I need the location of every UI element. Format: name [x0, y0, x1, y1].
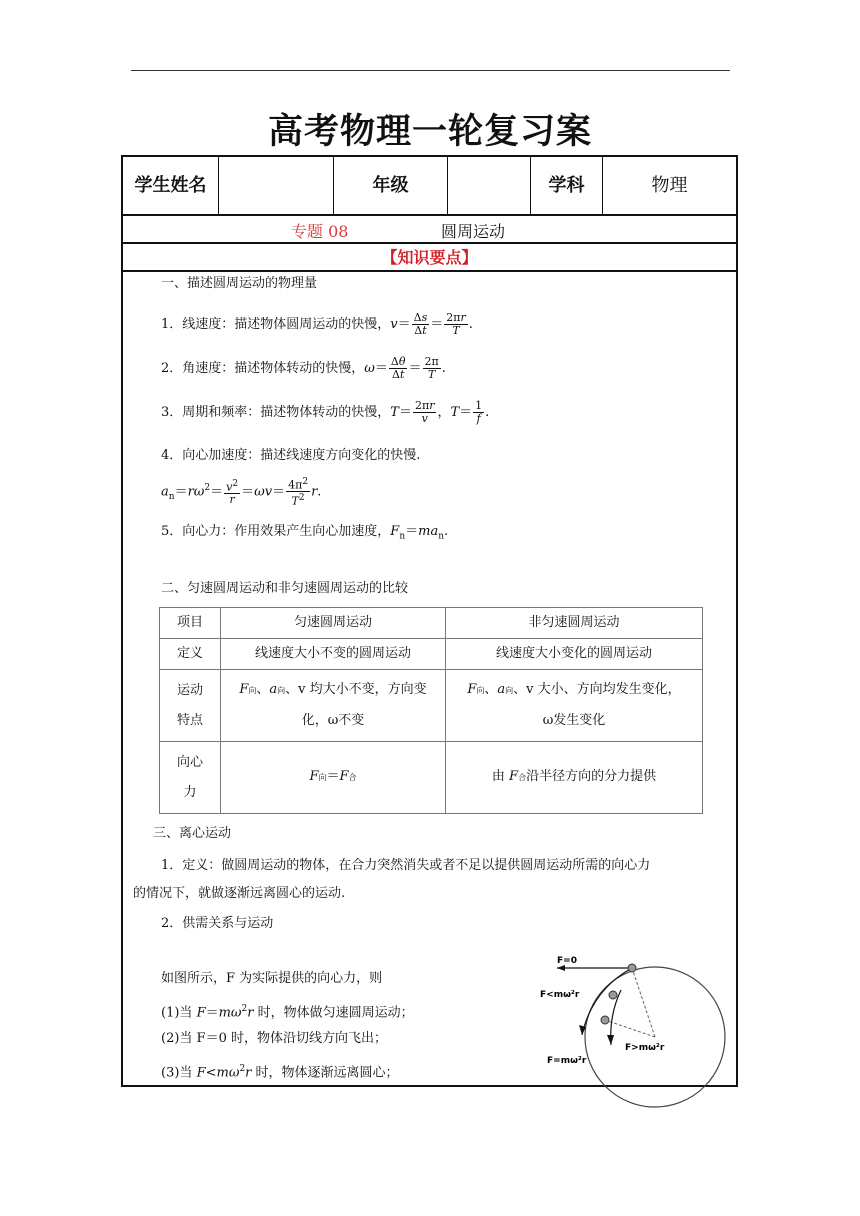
particle	[601, 1016, 609, 1024]
topic-row	[123, 216, 736, 243]
table-cell: F向、a向、v 均大小不变，方向变 化，ω不变	[221, 670, 446, 742]
centrifugal-motion-diagram	[537, 945, 737, 1115]
table-cell: 线速度大小变化的圆周运动	[446, 639, 703, 670]
table-cell: 运动 特点	[160, 670, 221, 742]
divider	[218, 157, 219, 214]
table-cell: 向心 力	[160, 742, 221, 814]
label-f-more: F>mω²r	[625, 1043, 665, 1053]
table-header: 匀速圆周运动	[221, 608, 446, 639]
radius-line	[632, 968, 655, 1037]
table-row	[160, 670, 703, 742]
particle	[609, 991, 617, 999]
radius-line	[605, 1020, 655, 1037]
knowledge-points-heading: 【知识要点】	[381, 248, 478, 267]
table-header: 项目	[160, 608, 221, 639]
case-1: (1)当 $F=m\omega^2r$ 时，物体做匀速圆周运动；	[161, 1004, 414, 1021]
period-frequency-item: 3．周期和频率：描述物体转动的快慢，T＝ $\frac{2\pi r}{v}$ ，T＝ $\frac{1}{f}$ .	[161, 399, 490, 425]
table-header: 非匀速圆周运动	[446, 608, 703, 639]
arrow-head-icon	[607, 1035, 614, 1045]
supply-demand-heading: 2．供需关系与运动	[161, 916, 274, 931]
centrifugal-definition-line2: 的情况下，就做逐渐远离圆心的运动.	[133, 886, 346, 901]
table-cell: F向＝F合	[221, 742, 446, 814]
label-f-zero: F=0	[557, 956, 577, 966]
student-name-label: 学生姓名	[134, 174, 207, 196]
trajectory-less	[582, 968, 632, 1035]
centripetal-force-item: 5．向心力：作用效果产生向心加速度，$F_n=ma_n$.	[161, 524, 449, 542]
section3-heading: 三、离心运动	[153, 826, 232, 841]
table-cell: 由 F合沿半径方向的分力提供	[446, 742, 703, 814]
header-rule	[131, 70, 730, 71]
topic-name: 圆周运动	[441, 222, 506, 241]
table-cell: 定义	[160, 639, 221, 670]
label-f-equal: F=mω²r	[547, 1056, 587, 1066]
acceleration-formula: $a_n=r\omega^2=$ $\frac{v^2}{r}$ ＝ωv＝ $\frac{4\pi^2}{T^2}$ r.	[161, 476, 322, 508]
grade-value[interactable]	[448, 157, 530, 214]
lesson-table	[121, 155, 738, 1087]
particle	[628, 964, 636, 972]
row-divider	[123, 270, 736, 272]
row-divider	[123, 242, 736, 244]
label-f-less: F<mω²r	[540, 990, 580, 1000]
table-row	[160, 742, 703, 814]
comparison-table	[159, 607, 703, 814]
angular-velocity-item: 2．角速度：描述物体转动的快慢，ω＝ $\frac{\Delta\theta}{\Delta t}$ ＝ $\frac{2\pi}{T}$ .	[161, 355, 446, 381]
centrifugal-definition-line1: 1．定义：做圆周运动的物体，在合力突然消失或者不足以提供圆周运动所需的向心力	[161, 858, 651, 873]
table-cell: 线速度大小不变的圆周运动	[221, 639, 446, 670]
table-row	[160, 639, 703, 670]
section1-heading: 一、描述圆周运动的物理量	[161, 276, 318, 291]
centripetal-acceleration-item: 4．向心加速度：描述线速度方向变化的快慢.	[161, 448, 421, 463]
case-2: (2)当 F＝0 时，物体沿切线方向飞出；	[161, 1031, 387, 1046]
section2-heading: 二、匀速圆周运动和非匀速圆周运动的比较	[161, 581, 409, 596]
student-name-value[interactable]	[220, 157, 332, 214]
linear-velocity-item: 1．线速度：描述物体圆周运动的快慢，v＝ $\frac{\Delta s}{\Delta t}$ ＝ $\frac{2\pi r}{T}$ .	[161, 311, 473, 337]
table-row	[160, 608, 703, 639]
figure-intro: 如图所示，F 为实际提供的向心力，则	[161, 971, 383, 986]
document-title: 高考物理一轮复习案	[267, 112, 592, 152]
grade-label: 年级	[372, 174, 409, 196]
subject-label: 学科	[548, 174, 585, 196]
case-3: (3)当 $F<m\omega^2r$ 时，物体逐渐远离圆心；	[161, 1064, 399, 1081]
topic-number: 专题 08	[291, 222, 349, 241]
table-cell: F向、a向、v 大小、方向均发生变化， ω发生变化	[446, 670, 703, 742]
subject-value: 物理	[651, 174, 688, 196]
